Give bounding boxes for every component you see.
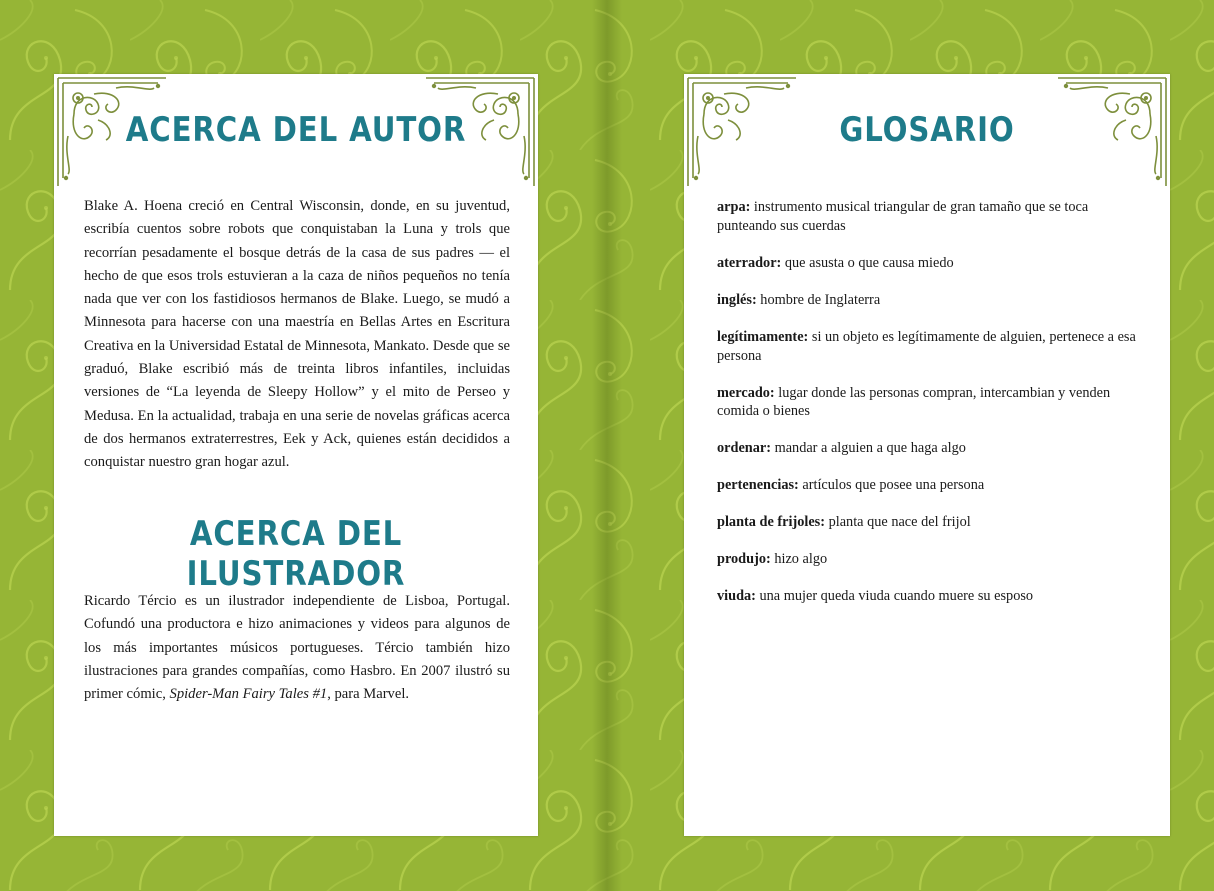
glossary-term: planta de frijoles:: [717, 514, 826, 531]
right-page-panel: [684, 74, 1170, 836]
glossary-definition: hombre de Inglaterra: [756, 291, 881, 308]
glossary-term: ordenar:: [717, 440, 771, 457]
illustrator-bio-end: , para Marvel.: [327, 686, 410, 703]
glossary-term: produjo:: [717, 551, 771, 568]
glossary-term: viuda:: [717, 588, 756, 605]
glossary-entry: [717, 384, 1143, 422]
glossary-entry: [717, 291, 1143, 310]
glossary-definition: una mujer queda viuda cuando muere su esposo: [755, 588, 1034, 605]
glossary-list: [717, 198, 1143, 624]
illustrator-bio-text: Ricardo Tércio es un ilustrador independiente de Lisboa, Portugal. Cofundó una productora e hizo animaciones y videos para algunos de los más importantes músicos portugueses. Tércio también hizo ilustraciones para grandes compañías, como Hasbro. En 2007 ilustró su primer cómic,: [84, 593, 510, 703]
glossary-entry: [717, 587, 1143, 606]
glossary-definition: artículos que posee una persona: [798, 477, 985, 494]
glossary-definition: hizo algo: [770, 551, 828, 568]
glossary-heading: GLOSARIO: [839, 110, 1015, 150]
comic-title: Spider-Man Fairy Tales #1: [169, 686, 328, 703]
glossary-definition: que asusta o que causa miedo: [781, 254, 954, 271]
glossary-term: legítimamente:: [717, 328, 809, 345]
left-page-panel: [54, 74, 538, 836]
glossary-entry: [717, 198, 1143, 236]
illustrator-bio: [84, 590, 510, 706]
glossary-definition: planta que nace del frijol: [825, 514, 971, 531]
glossary-term: inglés:: [717, 291, 757, 308]
author-heading: ACERCA DEL AUTOR: [125, 110, 467, 150]
glossary-definition: instrumento musical triangular de gran tamaño que se toca punteando sus cuerdas: [717, 199, 1089, 234]
glossary-definition: mandar a alguien a que haga algo: [771, 440, 966, 457]
illustrator-heading: ACERCA DEL ILUSTRADOR: [186, 514, 406, 594]
glossary-definition: lugar donde las personas compran, intercambian y venden comida o bienes: [717, 384, 1111, 420]
glossary-entry: [717, 254, 1143, 273]
author-bio: Blake A. Hoena creció en Central Wisconsin, donde, en su juventud, escribía cuentos sobre robots que conquistaban la Luna y trols que recorrían pesadamente el bosque detrás de la casa de sus padres — el hecho de que esos trols estuvieran a la caza de niños pequeños no tenía nada que ver con los fastidiosos hermanos de Blake. Luego, se mudó a Minnesota para hacerse con una maestría en Bellas Artes en Escritura Creativa en la Universidad Estatal de Minnesota, Mankato. Desde que se graduó, Blake escribió más de treinta libros infantiles, incluidas versiones de “La leyenda de Sleepy Hollow” y el mito de Perseo y Medusa. En la actualidad, trabaja en una serie de novelas gráficas acerca de dos hermanos extraterrestres, Eek y Ack, quienes están decididos a conquistar nuestro gran hogar azul.: [84, 198, 510, 471]
glossary-entry: [717, 550, 1143, 569]
glossary-definition: si un objeto es legítimamente de alguien, pertenece a esa persona: [717, 328, 1136, 364]
book-spine-shadow: [592, 0, 622, 891]
glossary-term: mercado:: [717, 384, 775, 401]
glossary-entry: [717, 328, 1143, 366]
glossary-entry: [717, 439, 1143, 458]
glossary-term: pertenencias:: [717, 477, 799, 494]
glossary-entry: [717, 476, 1143, 495]
glossary-entry: [717, 513, 1143, 532]
glossary-term: arpa:: [717, 199, 751, 215]
glossary-term: aterrador:: [717, 254, 782, 271]
